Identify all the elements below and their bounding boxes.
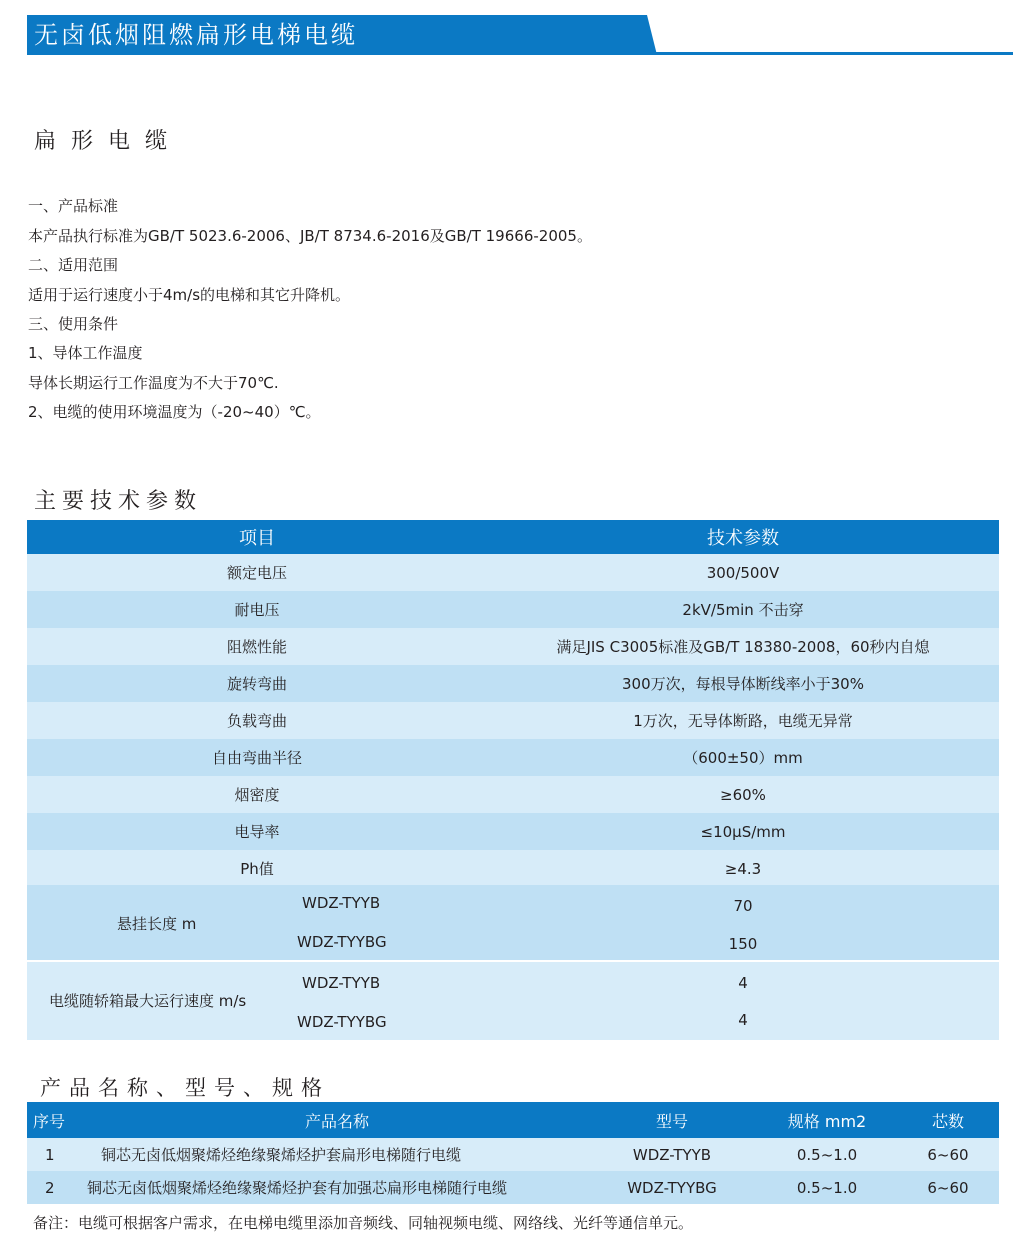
product-header-model: 型号 (587, 1102, 757, 1138)
body-line: 二、适用范围 (28, 256, 119, 274)
spec-item: 烟密度 (27, 776, 487, 813)
spec-value: 1万次，无导体断路，电缆无异常 (487, 702, 999, 739)
spec-table (27, 520, 999, 887)
speed-value: 4 (738, 1011, 748, 1029)
product-no: 1 (27, 1138, 87, 1171)
product-header-cores: 芯数 (897, 1102, 999, 1138)
speed-model: WDZ-TYYBG (297, 1013, 387, 1031)
spec-value: 满足JIS C3005标准及GB/T 18380-2008，60秒内自熄 (487, 628, 999, 665)
spec-header-item: 项目 (27, 520, 487, 554)
spec-value: ≥4.3 (487, 850, 999, 887)
spec-item: Ph值 (27, 850, 487, 887)
spec-header-value: 技术参数 (487, 520, 999, 554)
spec-value: ≥60% (487, 776, 999, 813)
body-line: 2、电缆的使用环境温度为（-20~40）℃。 (28, 403, 321, 421)
spec-value: 300万次，每根导体断线率小于30% (487, 665, 999, 702)
table-row (27, 850, 999, 887)
product-cores: 6~60 (897, 1171, 999, 1204)
product-header-name: 产品名称 (87, 1102, 587, 1138)
footnote: 备注：电缆可根据客户需求，在电梯电缆里添加音频线、同轴视频电缆、网络线、光纤等通信单元。 (33, 1214, 694, 1232)
speed-block (27, 962, 999, 1040)
table-row (27, 702, 999, 739)
spec-value: 2kV/5min 不击穿 (487, 591, 999, 628)
product-name: 铜芯无卤低烟聚烯烃绝缘聚烯烃护套扁形电梯随行电缆 (87, 1138, 587, 1171)
hang-value: 70 (733, 897, 753, 915)
table-row (27, 776, 999, 813)
page-title: 无卤低烟阻燃扁形电梯电缆 (34, 21, 358, 49)
product-spec: 0.5~1.0 (757, 1171, 897, 1204)
hang-value: 150 (728, 935, 758, 953)
spec-item: 耐电压 (27, 591, 487, 628)
table-row (27, 665, 999, 702)
speed-model: WDZ-TYYB (302, 974, 381, 992)
table-row (27, 591, 999, 628)
spec-item: 旋转弯曲 (27, 665, 487, 702)
body-line: 一、产品标准 (28, 197, 119, 215)
spec-value: ≤10μS/mm (487, 813, 999, 850)
spec-value: 300/500V (487, 554, 999, 591)
product-table (27, 1102, 999, 1204)
section-title-products: 产品名称、型号、规格 (40, 1076, 330, 1100)
body-line: 适用于运行速度小于4m/s的电梯和其它升降机。 (28, 286, 351, 304)
body-line: 1、导体工作温度 (28, 344, 143, 362)
spec-item: 阻燃性能 (27, 628, 487, 665)
table-row (27, 1171, 999, 1204)
product-cores: 6~60 (897, 1138, 999, 1171)
hang-length-label: 悬挂长度 m (117, 915, 197, 933)
table-row (27, 1138, 999, 1171)
body-line: 本产品执行标准为GB/T 5023.6-2006、JB/T 8734.6-2016及GB/T 19666-2005。 (28, 227, 592, 245)
table-row (27, 739, 999, 776)
banner-underline (27, 52, 1013, 55)
hang-model: WDZ-TYYBG (297, 933, 387, 951)
spec-value: （600±50）mm (487, 739, 999, 776)
speed-label: 电缆随轿箱最大运行速度 m/s (49, 992, 247, 1010)
spec-item: 额定电压 (27, 554, 487, 591)
hang-length-block (27, 885, 999, 960)
spec-item: 自由弯曲半径 (27, 739, 487, 776)
product-spec: 0.5~1.0 (757, 1138, 897, 1171)
product-model: WDZ-TYYB (587, 1138, 757, 1171)
speed-value: 4 (738, 974, 748, 992)
product-header-spec: 规格 mm2 (757, 1102, 897, 1138)
product-header-no: 序号 (27, 1102, 87, 1138)
section-title-flat-cable: 扁 形 电 缆 (34, 129, 171, 154)
hang-model: WDZ-TYYB (302, 894, 381, 912)
table-row (27, 554, 999, 591)
table-row (27, 813, 999, 850)
table-row (27, 628, 999, 665)
spec-item: 负载弯曲 (27, 702, 487, 739)
section-title-specs: 主要技术参数 (34, 489, 203, 514)
product-name: 铜芯无卤低烟聚烯烃绝缘聚烯烃护套有加强芯扁形电梯随行电缆 (87, 1171, 587, 1204)
product-model: WDZ-TYYBG (587, 1171, 757, 1204)
body-line: 三、使用条件 (28, 315, 119, 333)
spec-item: 电导率 (27, 813, 487, 850)
body-line: 导体长期运行工作温度为不大于70℃. (28, 374, 279, 392)
product-no: 2 (27, 1171, 87, 1204)
